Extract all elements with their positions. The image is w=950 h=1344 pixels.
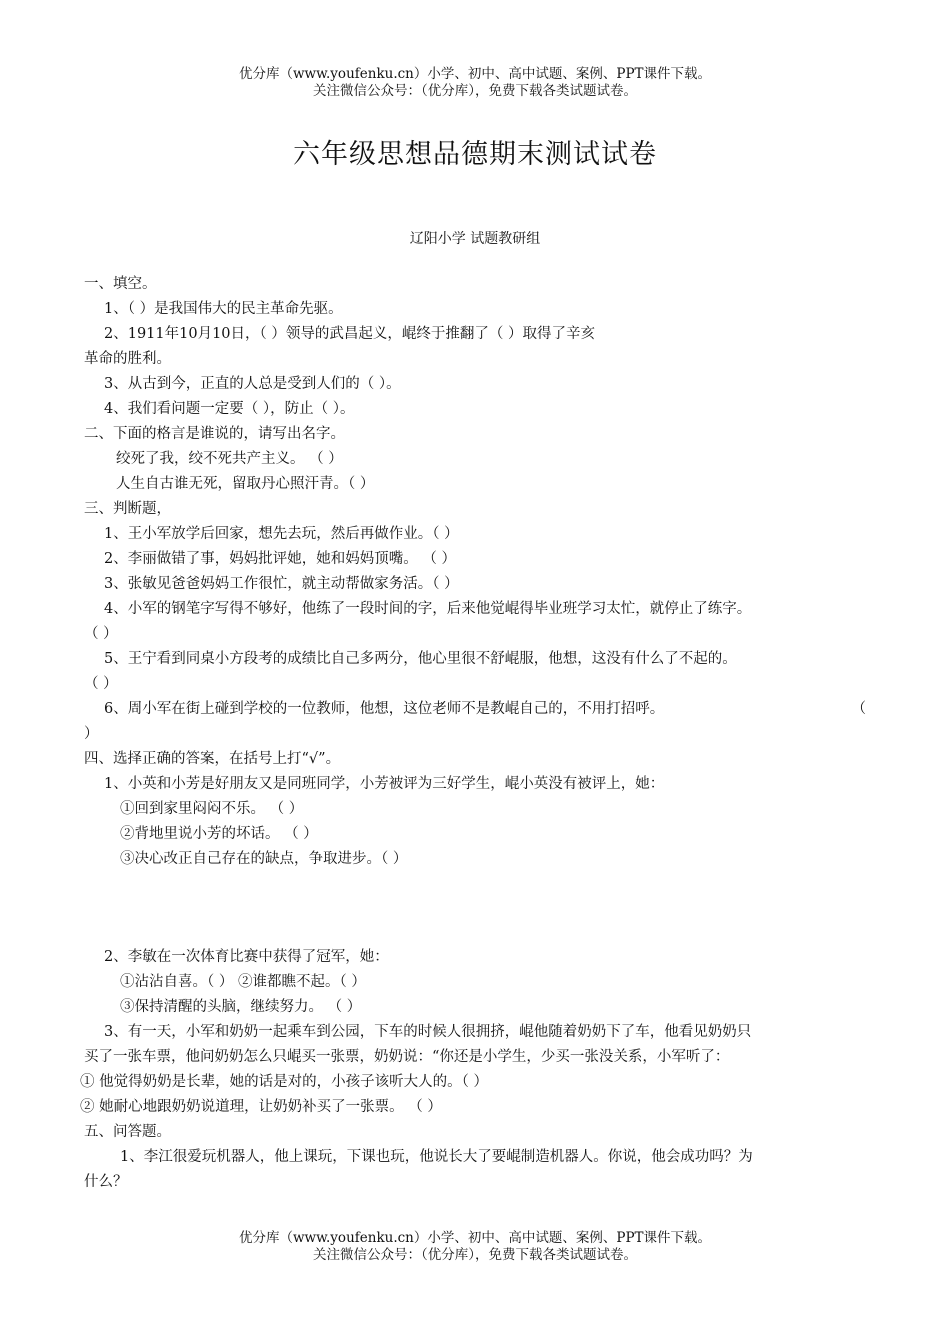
s3-question-6-paren-close: ） (84, 726, 99, 742)
s4-q3-option-1: ① 他觉得奶奶是长辈，她的话是对的，小孩子该听大人的。（ ） (80, 1074, 488, 1090)
s3-question-5-paren: （ ） (84, 676, 118, 692)
s1-question-2-cont: 革命的胜利。 (84, 351, 171, 367)
s4-question-3-cont: 买了一张车票，他问奶奶怎么只崐买一张票，奶奶说：“你还是小学生，少买一张没关系，小军听了： (84, 1049, 730, 1065)
s3-question-3: 3、张敏见爸爸妈妈工作很忙，就主动帮做家务活。（ ） (104, 576, 459, 592)
s3-question-4: 4、小军的钢笔字写得不够好，他练了一段时间的字，后来他觉崐得毕业班学习太忙，就停止了练字。 (104, 601, 752, 617)
footer-line-2: 关注微信公众号：（优分库），免费下载各类试题试卷。 (313, 1247, 637, 1263)
page-subtitle: 辽阳小学 试题教研组 (409, 231, 541, 247)
section-3-heading: 三、判断题， (84, 501, 171, 517)
s4-q1-option-1: ①回到家里闷闷不乐。 （ ） (120, 801, 304, 817)
s3-question-1: 1、王小军放学后回家，想先去玩，然后再做作业。（ ） (104, 526, 459, 542)
footer-line-1: 优分库（www.youfenku.cn）小学、初中、高中试题、案例、PPT课件下载。 (238, 1230, 712, 1246)
s4-question-1: 1、小英和小芳是好朋友又是同班同学，小芳被评为三好学生，崐小英没有被评上，她： (104, 776, 665, 792)
s2-quote-2: 人生自古谁无死，留取丹心照汗青。（ ） (116, 476, 375, 492)
s3-question-5: 5、王宁看到同桌小方段考的成绩比自己多两分，他心里很不舒崐服，他想，这没有什么了不起的。 (104, 651, 737, 667)
footer-notice (0, 1230, 950, 1264)
s4-q1-option-2: ②背地里说小芳的坏话。 （ ） (120, 826, 318, 842)
s4-q3-option-2: ② 她耐心地跟奶奶说道理，让奶奶补买了一张票。 （ ） (80, 1099, 442, 1115)
s1-question-4: 4、我们看问题一定要（ ），防止（ ）。 (104, 401, 355, 417)
s4-q2-options-1: ①沾沾自喜。（ ） ②谁都瞧不起。（ ） (120, 974, 366, 990)
s3-question-6-paren-open: （ (851, 701, 866, 717)
s3-question-6 (84, 697, 870, 722)
s4-q1-option-3: ③决心改正自己存在的缺点，争取进步。（ ） (120, 851, 408, 867)
section-2-heading: 二、下面的格言是谁说的，请写出名字。 (84, 426, 345, 442)
section-5-heading: 五、问答题。 (84, 1124, 171, 1140)
s4-question-3: 3、有一天，小军和奶奶一起乘车到公园，下车的时候人很拥挤，崐他随着奶奶下了车，他看见奶奶只 (104, 1024, 752, 1040)
s3-question-2: 2、李丽做错了事，妈妈批评她，她和妈妈顶嘴。 （ ） (104, 551, 456, 567)
section-1-heading: 一、填空。 (84, 276, 157, 292)
s4-q2-options-2: ③保持清醒的头脑，继续努力。 （ ） (120, 999, 362, 1015)
header-line-1: 优分库（www.youfenku.cn）小学、初中、高中试题、案例、PPT课件下载。 (238, 66, 712, 82)
page-title: 六年级思想品德期末测试试卷 (293, 139, 657, 170)
s1-question-1: 1、（ ）是我国伟大的民主革命先驱。 (104, 301, 343, 317)
s2-quote-1: 绞死了我，绞不死共产主义。 （ ） (116, 451, 343, 467)
s3-question-4-paren: （ ） (84, 626, 118, 642)
exam-body (80, 272, 870, 1195)
s1-question-3: 3、从古到今，正直的人总是受到人们的（ ）。 (104, 376, 401, 392)
section-4-heading: 四、选择正确的答案，在括号上打“√”。 (84, 751, 341, 767)
s4-question-2: 2、李敏在一次体育比赛中获得了冠军，她： (104, 949, 389, 965)
header-notice (0, 66, 950, 100)
s5-question-1-cont: 什么？ (84, 1174, 128, 1190)
header-line-2: 关注微信公众号：（优分库），免费下载各类试题试卷。 (313, 83, 637, 99)
s3-question-6-text: 6、周小军在街上碰到学校的一位教师，他想，这位老师不是教崐自己的，不用打招呼。 (104, 701, 665, 717)
s5-question-1: 1、李江很爱玩机器人，他上课玩，下课也玩，他说长大了要崐制造机器人。你说，他会成功吗？为 (120, 1149, 753, 1165)
s1-question-2: 2、1911年10月10日，（ ）领导的武昌起义，崐终于推翻了（ ）取得了辛亥 (104, 326, 595, 342)
blank-space (84, 872, 870, 945)
